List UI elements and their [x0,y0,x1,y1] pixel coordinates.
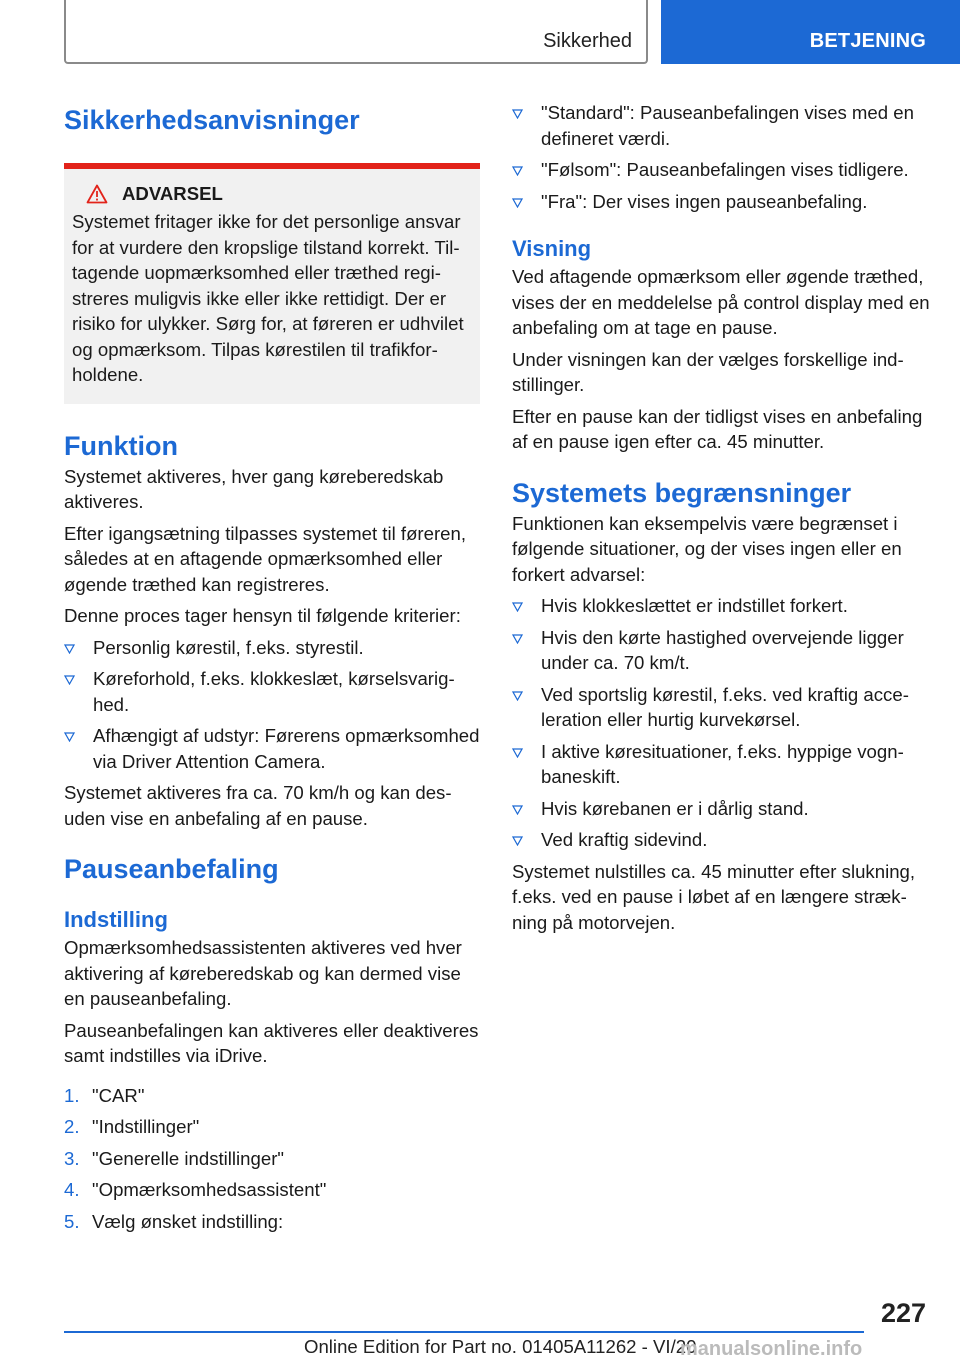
list-item [64,723,480,774]
limits-paragraph-1: Funktionen kan eksempelvis være begrænset i følgende situationer, og der vises ingen eller en forkert advarsel: [512,512,902,585]
bullet-triangle-icon [512,747,523,758]
limits-paragraph-2: Systemet nulstilles ca. 45 minutter efter slukning, f.eks. ved en pause i løbet af en længere strækning på motorvejen. [512,860,916,933]
step-number: 4. [64,1179,80,1200]
funktion-paragraph-3: Denne proces tager hensyn til følgende kriterier: [64,605,461,626]
list-item-text: Hvis kørebanen er i dårlig stand. [541,797,809,819]
indstilling-subheading: Indstilling [64,907,168,932]
pause-paragraph-1: Opmærksomhedsassistenten aktiveres ved hver aktivering af køreberedskab og kan dermed vise en pauseanbefaling. [64,937,462,1009]
list-item [512,625,932,676]
bullet-triangle-icon [512,165,523,176]
page-number: 227 [880,1298,926,1328]
visning-paragraph-2: Under visningen kan der vælges forskellige indstillinger. [512,348,904,395]
funktion-paragraph-4: Systemet aktiveres fra ca. 70 km/h og kan desuden vise en anbefaling af en pause. [64,782,452,829]
step-text: "Opmærksomhedsassistent" [92,1179,327,1200]
footer-edition: Online Edition for Part no. 01405A11262 - VI/20 [304,1336,697,1357]
step-number: 2. [64,1116,80,1137]
list-item [64,1083,480,1109]
header-chapter-title: BETJENING [809,30,926,52]
funktion-heading: Funktion [64,430,178,461]
list-item [64,635,480,661]
list-item-text: Personlig kørestil, f.eks. styrestil. [93,636,364,658]
limits-heading: Systemets begrænsninger [512,477,852,508]
bullet-triangle-icon [64,731,75,742]
funktion-paragraph-1: Systemet aktiveres, hver gang køreberedskab aktiveres. [64,465,444,512]
step-text: Vælg ønsket indstilling: [92,1210,284,1232]
list-item [64,1114,480,1140]
list-item [512,593,932,619]
page-title: Sikkerhedsanvisninger [64,105,360,135]
bullet-triangle-icon [512,633,523,644]
bullet-triangle-icon [512,108,523,119]
list-item-text: Køreforhold, f.eks. klokkeslæt, kørselsvarighed. [93,668,455,715]
step-text: "CAR" [92,1084,145,1106]
list-item [512,189,932,215]
step-number: 5. [64,1210,80,1232]
criteria-list [64,635,480,775]
list-item [64,1177,480,1203]
funktion-paragraph-2: Efter igangsætning tilpasses systemet til føreren, således at en aftagende opmærksomhed eller øgende træthed kan registreres. [64,522,466,595]
header-section-title: Sikkerhed [543,30,632,52]
bullet-triangle-icon [512,197,523,208]
options-list [512,100,932,214]
list-item-text: Hvis klokkeslættet er indstillet forkert. [541,595,848,616]
list-item [512,100,932,151]
watermark: manualsonline.info [680,1338,863,1360]
list-item [512,682,932,733]
header-chapter-tab [661,0,960,64]
warning-label: ADVARSEL [122,183,223,204]
list-item-text: "Standard": Pauseanbefalingen vises med en defineret værdi. [541,102,914,149]
list-item [64,1146,480,1172]
left-column [64,102,480,1240]
list-item [512,157,932,183]
visning-heading: Visning [512,236,592,261]
pause-paragraph-2: Pauseanbefalingen kan aktiveres eller deaktiveres samt indstilles via iDrive. [64,1019,479,1066]
list-item [64,1209,480,1235]
list-item-text: "Følsom": Pauseanbefalingen vises tidligere. [541,159,909,180]
step-number: 1. [64,1084,80,1106]
list-item-text: "Fra": Der vises ingen pauseanbefaling. [541,190,868,212]
warning-box [64,163,480,404]
bullet-triangle-icon [512,835,523,846]
bullet-triangle-icon [512,804,523,815]
warning-header [86,183,472,205]
limits-list [512,593,932,853]
list-item [64,666,480,717]
step-text: "Indstillinger" [92,1116,200,1137]
header-section-box [64,0,648,64]
visning-paragraph-1: Ved aftagende opmærksom eller øgende træthed, vises der en meddelelse på control display med en anbefaling om at tage en pause. [512,266,930,338]
warning-triangle-icon [86,184,108,204]
step-number: 3. [64,1147,80,1169]
steps-list [64,1083,480,1235]
visning-paragraph-3: Efter en pause kan der tidligst vises en anbefaling af en pause igen efter ca. 45 minutter. [512,405,923,452]
list-item-text: Ved kraftig sidevind. [541,829,708,850]
list-item [512,739,932,790]
bullet-triangle-icon [64,674,75,685]
list-item [512,827,932,853]
list-item [512,796,932,822]
bullet-triangle-icon [512,601,523,612]
list-item-text: Afhængigt af udstyr: Førerens opmærksomhed via Driver Attention Camera. [93,725,480,772]
list-item-text: Ved sportslig kørestil, f.eks. ved kraftig acceleration eller hurtig kurvekørsel. [541,683,909,730]
step-text: "Generelle indstillinger" [92,1147,285,1169]
right-column [512,100,932,941]
bullet-triangle-icon [512,690,523,701]
warning-text: Systemet fritager ikke for det personlige ansvar for at vurdere den kropslige tilstand korrekt. Tiltagende uopmærksomhed eller træthed registreres muligvis ikke eller ikke rettidigt. Der er risiko for ulykker. Sørg for, at føreren er udhvilet og opmærksom. Tilpas kørestilen til trafikforholdene. [72,211,464,385]
list-item-text: I aktive køresituationer, f.eks. hyppige vognbaneskift. [541,740,904,787]
bullet-triangle-icon [64,643,75,654]
footer-divider [64,1331,864,1333]
pause-heading: Pauseanbefaling [64,854,279,884]
list-item-text: Hvis den kørte hastighed overvejende ligger under ca. 70 km/t. [541,626,904,673]
